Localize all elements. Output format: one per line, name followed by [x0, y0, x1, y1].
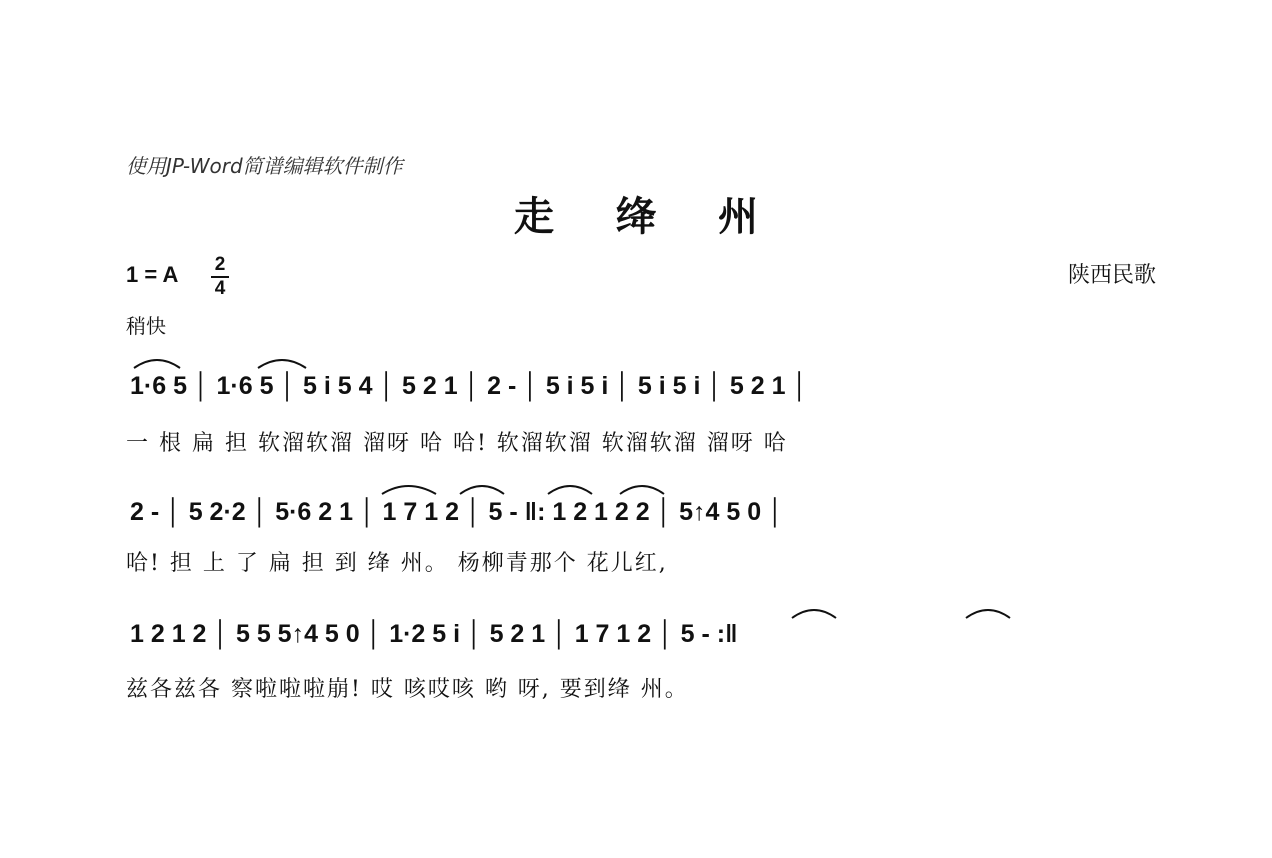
song-origin: 陕西民歌: [1067, 263, 1156, 288]
slur-mark: [966, 610, 1010, 618]
tempo-marking: 稍快: [126, 314, 166, 338]
slur-mark: [382, 486, 436, 494]
slur-mark: [460, 486, 504, 494]
slur-mark: [258, 360, 306, 368]
lyrics-line-1: 一 根 扁 担 软溜软溜 溜呀 哈 哈! 软溜软溜 软溜软溜 溜呀 哈: [126, 431, 788, 456]
slur-mark: [792, 610, 836, 618]
time-signature-top: 2: [214, 254, 226, 275]
notation-system-2: 2 - │ 5 2·2 │ 5·6 2 1 │ 1 7 1 2 │ 5 - ‖: 1 2 1 2 2 │ 5↑4 5 0 │: [130, 498, 784, 526]
notation-system-3: 1 2 1 2 │ 5 5 5↑4 5 0 │ 1·2 5 i │ 5 2 1 │ 1 7 1 2 │ 5 - :‖: [130, 620, 738, 648]
slur-mark: [548, 486, 592, 494]
song-title: 走绛州: [514, 194, 820, 240]
slur-mark: [134, 360, 180, 368]
key-signature: 1 = A: [126, 262, 179, 287]
slur-mark: [620, 486, 664, 494]
software-credit: 使用JP-Word简谱编辑软件制作: [126, 154, 403, 178]
notation-system-1: 1·6 5 │ 1·6 5 │ 5 i 5 4 │ 5 2 1 │ 2 - │ 5 i 5 i │ 5 i 5 i │ 5 2 1 │: [130, 372, 809, 400]
lyrics-line-3: 兹各兹各 察啦啦啦崩! 哎 咳哎咳 哟 呀, 要到绛 州。: [126, 677, 689, 702]
time-signature-bottom: 4: [214, 278, 226, 299]
lyrics-line-2: 哈! 担 上 了 扁 担 到 绛 州。 杨柳青那个 花儿红,: [126, 551, 668, 576]
